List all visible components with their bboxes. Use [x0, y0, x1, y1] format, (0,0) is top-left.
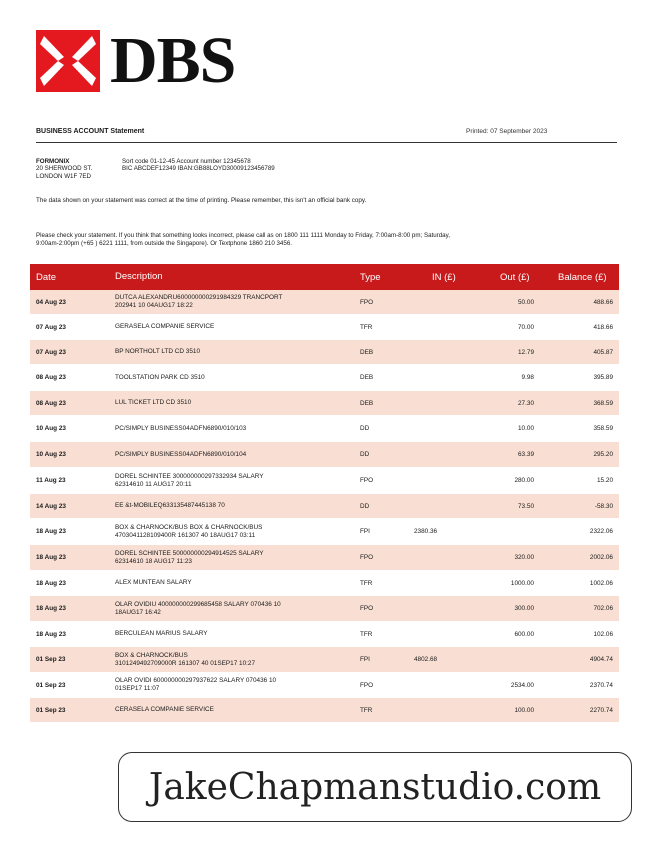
balance-cell: 488.66 [593, 298, 613, 306]
col-balance: Balance (£) [558, 271, 607, 283]
table-row [30, 698, 619, 723]
date-cell: 01 Sep 23 [36, 681, 66, 689]
description-line-1: BOX & CHARNOCK/BUS [115, 651, 188, 659]
out-cell: 73.50 [518, 502, 534, 510]
table-row [30, 391, 619, 416]
table-row [30, 315, 619, 340]
type-cell: FPO [360, 605, 374, 612]
dbs-star-logo-icon [36, 30, 100, 92]
date-cell: 04 Aug 23 [36, 298, 66, 306]
date-cell: 18 Aug 23 [36, 630, 66, 638]
col-out: Out (£) [500, 271, 530, 283]
table-row [30, 571, 619, 596]
description-line-1: OLAR OVIDIU 400000000299685458 SALARY 070436 10 [115, 600, 281, 608]
out-cell: 600.00 [514, 630, 534, 638]
date-cell: 18 Aug 23 [36, 528, 66, 535]
description-line-2: 62314610 18 AUG17 11:23 [115, 557, 192, 565]
header-divider [36, 142, 617, 143]
date-cell: 08 Aug 23 [36, 374, 66, 381]
balance-cell: 395.89 [593, 374, 613, 381]
table-row [30, 622, 619, 647]
balance-cell: 4904.74 [589, 656, 613, 663]
type-cell: DD [360, 502, 370, 510]
description-cell [108, 323, 354, 331]
out-cell: 2534.00 [510, 681, 534, 689]
table-row [30, 290, 619, 315]
description-cell [108, 374, 354, 382]
type-cell: TFR [360, 706, 373, 714]
description-line-1: ALEX MUNTEAN SALARY [115, 579, 192, 587]
balance-cell: 2002.06 [589, 554, 613, 561]
date-cell: 07 Aug 23 [36, 348, 66, 356]
type-cell: FPO [360, 681, 374, 689]
type-cell: DEB [360, 399, 374, 407]
description-line-1: BP NORTHOLT LTD CD 3510 [115, 348, 200, 356]
type-cell: FPO [360, 298, 374, 306]
description-line-2: 18AUG17 16:42 [115, 608, 161, 616]
description-cell [108, 601, 354, 616]
balance-cell: 368.59 [593, 399, 613, 407]
out-cell: 280.00 [514, 477, 534, 484]
date-cell: 18 Aug 23 [36, 554, 66, 561]
dbs-logo [36, 24, 236, 97]
out-cell: 10.00 [518, 425, 534, 432]
out-cell: 300.00 [514, 605, 534, 612]
table-row [30, 673, 619, 698]
description-line-2: 3101249492709000R 161307 40 01SEP17 10:27 [115, 659, 256, 667]
description-cell [108, 294, 354, 309]
description-line-1: BOX & CHARNOCK/BUS BOX & CHARNOCK/BUS [115, 523, 263, 531]
description-cell [108, 502, 354, 510]
balance-cell: 295.20 [593, 451, 613, 458]
logo-wordmark: DBS [110, 24, 236, 97]
out-cell: 70.00 [518, 323, 534, 331]
description-cell [108, 524, 354, 539]
description-line-2: 4703041128109400R 161307 40 18AUG17 03:11 [115, 531, 256, 539]
balance-cell: 2322.06 [589, 528, 613, 535]
date-cell: 11 Aug 23 [36, 477, 66, 484]
balance-cell: 2270.74 [589, 706, 613, 714]
balance-cell: 358.59 [593, 425, 613, 432]
description-line-2: 01SEP17 11:07 [115, 685, 160, 692]
printed-date: Printed: 07 September 2023 [466, 128, 548, 135]
description-line-1: DUTCA ALEXANDRU600000000291984329 TRANCPORT [115, 294, 283, 302]
out-cell: 12.79 [518, 348, 534, 356]
description-cell [108, 677, 354, 692]
description-cell [108, 630, 354, 638]
table-row [30, 494, 619, 519]
description-cell [108, 706, 354, 714]
table-row [30, 647, 619, 673]
description-line-1: PC/SIMPLY BUSINESS04ADFN6890/010/103 [115, 424, 247, 432]
type-cell: FPI [360, 656, 370, 663]
bic-iban: BIC ABCDEF12349 IBAN:GB88LOYD30009123456789 [122, 165, 275, 173]
out-cell: 27.30 [518, 399, 534, 407]
col-description: Description [115, 271, 163, 283]
date-cell: 10 Aug 23 [36, 451, 66, 458]
description-cell [108, 550, 354, 565]
type-cell: TFR [360, 630, 373, 638]
balance-cell: -58.30 [594, 502, 613, 510]
out-cell: 9.98 [521, 374, 534, 381]
description-line-2: 202941 10 04AUG17 18:22 [115, 302, 193, 309]
type-cell: FPO [360, 477, 374, 484]
description-cell [108, 399, 354, 407]
date-cell: 01 Sep 23 [36, 656, 66, 663]
balance-cell: 1002.06 [589, 579, 613, 587]
description-line-1: PC/SIMPLY BUSINESS04ADFN6890/010/104 [115, 450, 247, 458]
description-line-2: 62314610 11 AUG17 20:11 [115, 480, 192, 488]
table-row [30, 340, 619, 365]
type-cell: DEB [360, 374, 374, 381]
balance-cell: 15.20 [597, 477, 613, 484]
description-cell [108, 652, 354, 667]
description-line-1: DOREL SCHINTEE 500000000294914525 SALARY [115, 549, 264, 557]
type-cell: FPO [360, 554, 374, 561]
table-row [30, 519, 619, 545]
balance-cell: 102.06 [593, 630, 613, 638]
table-row [30, 545, 619, 571]
table-row [30, 468, 619, 494]
date-cell: 07 Aug 23 [36, 323, 66, 331]
description-line-1: BERCULEAN MARIUS SALARY [115, 630, 208, 638]
out-cell: 100.00 [514, 706, 534, 714]
description-cell [108, 579, 354, 587]
description-line-1: LUL TICKET LTD CD 3510 [115, 399, 192, 407]
balance-cell: 702.06 [593, 605, 613, 612]
balance-cell: 2370.74 [589, 681, 613, 689]
accuracy-notice: The data shown on your statement was correct at the time of printing. Please remember, this isn't an official bank copy. [36, 197, 367, 204]
address-line-1: 20 SHERWOOD ST. [36, 165, 93, 173]
table-row [30, 365, 619, 391]
table-header [30, 264, 619, 290]
table-row [30, 442, 619, 468]
balance-cell: 405.87 [593, 348, 613, 356]
date-cell: 01 Sep 23 [36, 706, 66, 714]
table-row [30, 596, 619, 622]
col-type: Type [360, 271, 381, 283]
type-cell: DEB [360, 348, 374, 356]
description-line-1: GERASELA COMPANIE SERVICE [115, 323, 215, 331]
out-cell: 63.39 [518, 451, 534, 458]
date-cell: 18 Aug 23 [36, 605, 66, 612]
description-line-1: TOOLSTATION PARK CD 3510 [115, 373, 205, 381]
type-cell: FPI [360, 528, 370, 535]
in-cell: 2380.36 [414, 528, 438, 535]
description-cell [108, 348, 354, 356]
description-line-1: DOREL SCHINTEE 300000000297332934 SALARY [115, 472, 264, 480]
company-name: FORMONIX [36, 158, 70, 165]
type-cell: TFR [360, 579, 373, 587]
balance-cell: 418.66 [593, 323, 613, 331]
description-line-1: OLAR OVIDI 600000000297937622 SALARY 070436 10 [115, 677, 277, 685]
out-cell: 320.00 [514, 554, 534, 561]
date-cell: 14 Aug 23 [36, 502, 66, 510]
description-cell [108, 473, 354, 488]
description-line-1: EE &t-MOBILEQ633135487445138 70 [115, 502, 225, 510]
out-cell: 50.00 [518, 298, 534, 306]
description-cell [108, 425, 354, 433]
watermark-box: JakeChapmanstudio.com [118, 752, 632, 822]
contact-notice: Please check your statement. If you think that something looks incorrect, please call as on 1800 111 1111 Monday to Friday, 7:00am-8:00 pm; Saturday, 9:00am-2:00pm (+65 ) 6221 1111, from outside the Singapore). Or Textphone 1860 210 3456. [36, 232, 450, 248]
type-cell: DD [360, 425, 370, 432]
col-in: IN (£) [432, 271, 456, 283]
bank-details [122, 158, 275, 173]
address-line-2: LONDON W1F 7ED [36, 172, 92, 180]
statement-title: BUSINESS ACCOUNT Statement [36, 128, 145, 135]
transactions-table [30, 264, 619, 723]
table-row [30, 416, 619, 442]
description-line-1: CERASELA COMPANIE SERVICE [115, 706, 214, 714]
table-body [30, 290, 619, 723]
type-cell: DD [360, 451, 370, 458]
col-date: Date [36, 271, 57, 283]
description-cell [108, 451, 354, 459]
in-cell: 4802.68 [414, 656, 438, 663]
date-cell: 18 Aug 23 [36, 579, 66, 587]
company-address [36, 158, 92, 180]
sort-code-account: Sort code 01-12-45 Account number 12345678 [122, 158, 251, 165]
out-cell: 1000.00 [510, 579, 534, 587]
date-cell: 08 Aug 23 [36, 399, 66, 407]
date-cell: 10 Aug 23 [36, 425, 66, 432]
type-cell: TFR [360, 323, 373, 331]
